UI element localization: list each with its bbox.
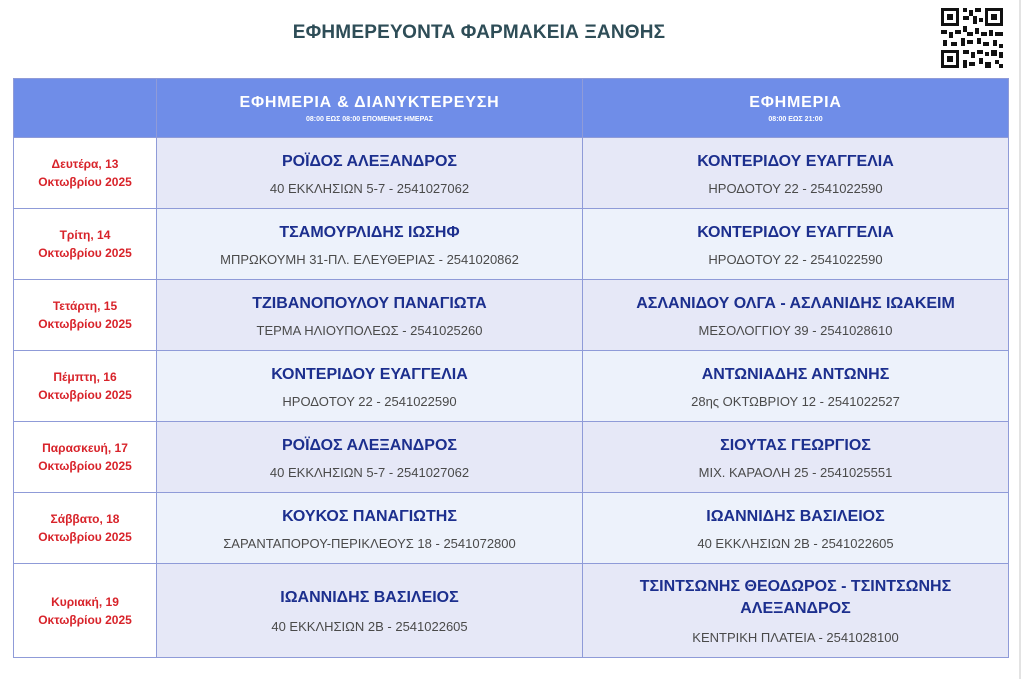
pharmacy-name: ΤΣΑΜΟΥΡΛΙΔΗΣ ΙΩΣΗΦ	[279, 223, 460, 241]
qr-code-icon	[941, 8, 1003, 68]
pharmacy-name: ΚΟΝΤΕΡΙΔΟΥ ΕΥΑΓΓΕΛΙΑ	[697, 223, 894, 241]
header-day-shift-title: ΕΦΗΜΕΡΙΑ	[749, 93, 842, 111]
pharmacy-address: ΗΡΟΔΟΤΟΥ 22 - 2541022590	[708, 180, 883, 196]
day-shift-pharmacy-cell	[583, 493, 1009, 564]
pharmacy-address: 40 ΕΚΚΛΗΣΙΩΝ 2Β - 2541022605	[271, 619, 468, 634]
day-label: Κυριακή, 19	[51, 594, 119, 609]
pharmacy-name: ΑΣΛΑΝΙΔΟΥ ΟΛΓΑ - ΑΣΛΑΝΙΔΗΣ ΙΩΑΚΕΙΜ	[636, 294, 955, 312]
day-shift-pharmacy-cell	[583, 280, 1009, 351]
pharmacy-address: 40 ΕΚΚΛΗΣΙΩΝ 5-7 - 2541027062	[269, 464, 470, 480]
header-overnight-column	[157, 79, 583, 138]
header-overnight-subtitle: 08:00 ΕΩΣ 08:00 ΕΠΟΜΕΝΗΣ ΗΜΕΡΑΣ	[305, 115, 433, 123]
day-shift-pharmacy-cell	[583, 564, 1009, 658]
day-label: Σάββατο, 18	[50, 512, 120, 526]
pharmacy-address: 40 ΕΚΚΛΗΣΙΩΝ 2Β - 2541022605	[697, 535, 894, 551]
date-label: Οκτωβρίου 2025	[38, 175, 132, 189]
pharmacy-name: ΚΟΝΤΕΡΙΔΟΥ ΕΥΑΓΓΕΛΙΑ	[697, 152, 894, 170]
table-header-row	[14, 79, 1009, 138]
day-shift-pharmacy-cell	[583, 351, 1009, 422]
day-label: Τετάρτη, 15	[52, 299, 118, 313]
pharmacy-address: ΜΙΧ. ΚΑΡΑΟΛΗ 25 - 2541025551	[698, 464, 893, 480]
day-shift-pharmacy-cell	[583, 422, 1009, 493]
pharmacy-address: ΣΑΡΑΝΤΑΠΟΡΟΥ-ΠΕΡΙΚΛΕΟΥΣ 18 - 2541072800	[223, 535, 516, 551]
overnight-pharmacy-cell	[157, 138, 583, 209]
day-label: Δευτέρα, 13	[51, 157, 119, 171]
overnight-pharmacy-cell	[157, 351, 583, 422]
date-label: Οκτωβρίου 2025	[38, 246, 132, 260]
pharmacy-name: ΣΙΟΥΤΑΣ ΓΕΩΡΓΙΟΣ	[720, 436, 871, 454]
pharmacy-name: ΙΩΑΝΝΙΔΗΣ ΒΑΣΙΛΕΙΟΣ	[706, 507, 885, 525]
day-cell	[14, 564, 157, 658]
page-title: ΕΦΗΜΕΡΕΥΟΝΤΑ ΦΑΡΜΑΚΕΙΑ ΞΑΝΘΗΣ	[292, 22, 666, 43]
header-day-shift-subtitle: 08:00 ΕΩΣ 21:00	[768, 115, 823, 123]
pharmacy-name: ΡΟΪΔΟΣ ΑΛΕΞΑΝΔΡΟΣ	[281, 152, 458, 170]
day-label: Τρίτη, 14	[59, 228, 111, 242]
pharmacy-address: ΤΕΡΜΑ ΗΛΙΟΥΠΟΛΕΩΣ - 2541025260	[256, 322, 483, 338]
day-cell	[14, 351, 157, 422]
day-label: Πέμπτη, 16	[53, 370, 117, 384]
table-row	[14, 493, 1009, 564]
pharmacy-name: ΚΟΝΤΕΡΙΔΟΥ ΕΥΑΓΓΕΛΙΑ	[271, 365, 468, 383]
table-row	[14, 422, 1009, 493]
header-day-shift-column	[583, 79, 1009, 138]
day-cell	[14, 138, 157, 209]
day-label: Παρασκευή, 17	[42, 441, 128, 455]
pharmacy-address: 40 ΕΚΚΛΗΣΙΩΝ 5-7 - 2541027062	[269, 180, 470, 196]
date-label: Οκτωβρίου 2025	[38, 530, 132, 544]
table-row	[14, 138, 1009, 209]
pharmacy-name: ΤΣΙΝΤΣΩΝΗΣ ΘΕΟΔΩΡΟΣ - ΤΣΙΝΤΣΩΝΗΣ ΑΛΕΞΑΝΔΡΟΣ	[639, 578, 952, 617]
pharmacy-name: ΡΟΪΔΟΣ ΑΛΕΞΑΝΔΡΟΣ	[281, 436, 458, 454]
overnight-pharmacy-cell	[157, 280, 583, 351]
pharmacy-address: ΗΡΟΔΟΤΟΥ 22 - 2541022590	[708, 251, 883, 267]
overnight-pharmacy-cell	[157, 493, 583, 564]
day-cell	[14, 209, 157, 280]
header-day-column	[14, 79, 157, 138]
overnight-pharmacy-cell	[157, 209, 583, 280]
date-label: Οκτωβρίου 2025	[38, 317, 132, 331]
table-row	[14, 564, 1009, 658]
pharmacy-name: ΤΖΙΒΑΝΟΠΟΥΛΟΥ ΠΑΝΑΓΙΩΤΑ	[252, 294, 487, 312]
pharmacy-schedule-table	[13, 78, 1009, 658]
date-label: Οκτωβρίου 2025	[38, 459, 132, 473]
pharmacy-address: ΜΕΣΟΛΟΓΓΙΟΥ 39 - 2541028610	[698, 322, 893, 338]
date-label: Οκτωβρίου 2025	[38, 388, 132, 402]
date-label: Οκτωβρίου 2025	[38, 612, 132, 627]
table-row	[14, 351, 1009, 422]
pharmacy-address: 28ης ΟΚΤΩΒΡΙΟΥ 12 - 2541022527	[691, 393, 900, 409]
table-row	[14, 209, 1009, 280]
pharmacy-name: ΚΟΥΚΟΣ ΠΑΝΑΓΙΩΤΗΣ	[282, 507, 457, 525]
table-row	[14, 280, 1009, 351]
page-edge-divider	[1019, 0, 1021, 679]
pharmacy-address: ΚΕΝΤΡΙΚΗ ΠΛΑΤΕΙΑ - 2541028100	[692, 630, 899, 645]
pharmacy-name: ΙΩΑΝΝΙΔΗΣ ΒΑΣΙΛΕΙΟΣ	[280, 589, 459, 606]
pharmacy-address: ΜΠΡΩΚΟΥΜΗ 31-ΠΛ. ΕΛΕΥΘΕΡΙΑΣ - 2541020862	[220, 251, 519, 267]
day-cell	[14, 422, 157, 493]
day-cell	[14, 493, 157, 564]
overnight-pharmacy-cell	[157, 564, 583, 658]
pharmacy-address: ΗΡΟΔΟΤΟΥ 22 - 2541022590	[282, 393, 457, 409]
day-cell	[14, 280, 157, 351]
overnight-pharmacy-cell	[157, 422, 583, 493]
day-shift-pharmacy-cell	[583, 209, 1009, 280]
pharmacy-name: ΑΝΤΩΝΙΑΔΗΣ ΑΝΤΩΝΗΣ	[701, 365, 890, 383]
day-shift-pharmacy-cell	[583, 138, 1009, 209]
header-overnight-title: ΕΦΗΜΕΡΙΑ & ΔΙΑΝΥΚΤΕΡΕΥΣΗ	[239, 93, 500, 111]
